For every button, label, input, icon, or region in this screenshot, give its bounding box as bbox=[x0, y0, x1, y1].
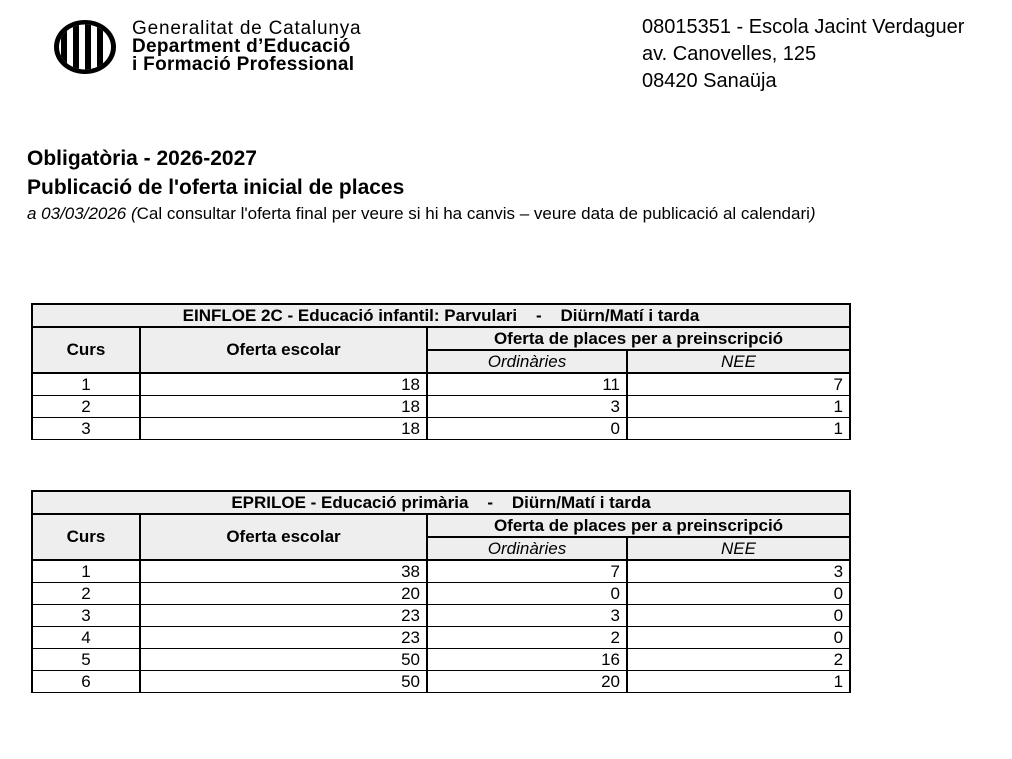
column-header-oferta: Oferta escolar bbox=[140, 327, 427, 373]
table-row bbox=[32, 418, 850, 440]
cell-nee: 7 bbox=[627, 373, 850, 396]
school-code-name: 08015351 - Escola Jacint Verdaguer bbox=[642, 16, 965, 38]
cell-curs: 3 bbox=[32, 605, 140, 627]
table-row bbox=[32, 583, 850, 605]
table-title: EPRILOE - Educació primària - Diürn/Matí i tarda bbox=[32, 491, 850, 514]
publication-date: a 03/03/2026 bbox=[27, 204, 127, 223]
cell-ordinaries: 3 bbox=[427, 396, 627, 418]
cell-curs: 1 bbox=[32, 373, 140, 396]
cell-ordinaries: 3 bbox=[427, 605, 627, 627]
cell-nee: 2 bbox=[627, 649, 850, 671]
cell-nee: 1 bbox=[627, 396, 850, 418]
cell-oferta: 18 bbox=[140, 418, 427, 440]
table-row bbox=[32, 560, 850, 583]
cell-curs: 2 bbox=[32, 583, 140, 605]
cell-oferta: 18 bbox=[140, 396, 427, 418]
note-text: Cal consultar l'oferta final per veure si hi ha canvis – veure data de publicació al calendari bbox=[136, 204, 810, 223]
cell-oferta: 38 bbox=[140, 560, 427, 583]
table-row bbox=[32, 605, 850, 627]
cell-nee: 1 bbox=[627, 418, 850, 440]
table-row bbox=[32, 671, 850, 693]
cell-curs: 3 bbox=[32, 418, 140, 440]
cell-curs: 6 bbox=[32, 671, 140, 693]
cell-oferta: 23 bbox=[140, 605, 427, 627]
cell-ordinaries: 7 bbox=[427, 560, 627, 583]
offer-table-primaria bbox=[31, 490, 851, 693]
cell-oferta: 18 bbox=[140, 373, 427, 396]
cell-ordinaries: 0 bbox=[427, 583, 627, 605]
cell-oferta: 50 bbox=[140, 649, 427, 671]
cell-curs: 2 bbox=[32, 396, 140, 418]
cell-oferta: 50 bbox=[140, 671, 427, 693]
cell-ordinaries: 20 bbox=[427, 671, 627, 693]
cell-ordinaries: 0 bbox=[427, 418, 627, 440]
cell-nee: 0 bbox=[627, 583, 850, 605]
column-header-nee: NEE bbox=[627, 350, 850, 373]
note-close: ) bbox=[809, 204, 816, 223]
publication-note bbox=[27, 202, 816, 226]
organization-name bbox=[132, 20, 361, 74]
cell-curs: 4 bbox=[32, 627, 140, 649]
cell-oferta: 20 bbox=[140, 583, 427, 605]
note-open: ( bbox=[126, 204, 137, 223]
cell-nee: 3 bbox=[627, 560, 850, 583]
cell-ordinaries: 11 bbox=[427, 373, 627, 396]
school-address bbox=[642, 14, 964, 95]
column-header-oferta: Oferta escolar bbox=[140, 514, 427, 560]
title-line-1: Obligatòria - 2026-2027 bbox=[27, 147, 257, 170]
table-row bbox=[32, 373, 850, 396]
column-header-preinscripcio: Oferta de places per a preinscripció bbox=[427, 327, 850, 350]
catalan-flag-emblem-icon bbox=[52, 18, 118, 76]
cell-oferta: 23 bbox=[140, 627, 427, 649]
cell-curs: 1 bbox=[32, 560, 140, 583]
table-row bbox=[32, 649, 850, 671]
cell-ordinaries: 2 bbox=[427, 627, 627, 649]
column-header-curs: Curs bbox=[32, 327, 140, 373]
cell-curs: 5 bbox=[32, 649, 140, 671]
cell-nee: 0 bbox=[627, 605, 850, 627]
org-line-2: Department d’Educació bbox=[132, 36, 351, 57]
document-title bbox=[27, 144, 816, 226]
table-row bbox=[32, 627, 850, 649]
offer-table-infantil bbox=[31, 303, 851, 440]
table-title: EINFLOE 2C - Educació infantil: Parvulari - Diürn/Matí i tarda bbox=[32, 304, 850, 327]
column-header-ordinaries: Ordinàries bbox=[427, 537, 627, 560]
title-line-2: Publicació de l'oferta inicial de places bbox=[27, 176, 405, 199]
column-header-ordinaries: Ordinàries bbox=[427, 350, 627, 373]
cell-nee: 1 bbox=[627, 671, 850, 693]
column-header-preinscripcio: Oferta de places per a preinscripció bbox=[427, 514, 850, 537]
column-header-nee: NEE bbox=[627, 537, 850, 560]
school-city: 08420 Sanaüja bbox=[642, 70, 777, 92]
school-street: av. Canovelles, 125 bbox=[642, 43, 817, 65]
table-row bbox=[32, 396, 850, 418]
cell-ordinaries: 16 bbox=[427, 649, 627, 671]
cell-nee: 0 bbox=[627, 627, 850, 649]
generalitat-logo bbox=[52, 18, 361, 76]
org-line-3: i Formació Professional bbox=[132, 54, 355, 75]
org-line-1: Generalitat de Catalunya bbox=[132, 18, 362, 39]
column-header-curs: Curs bbox=[32, 514, 140, 560]
